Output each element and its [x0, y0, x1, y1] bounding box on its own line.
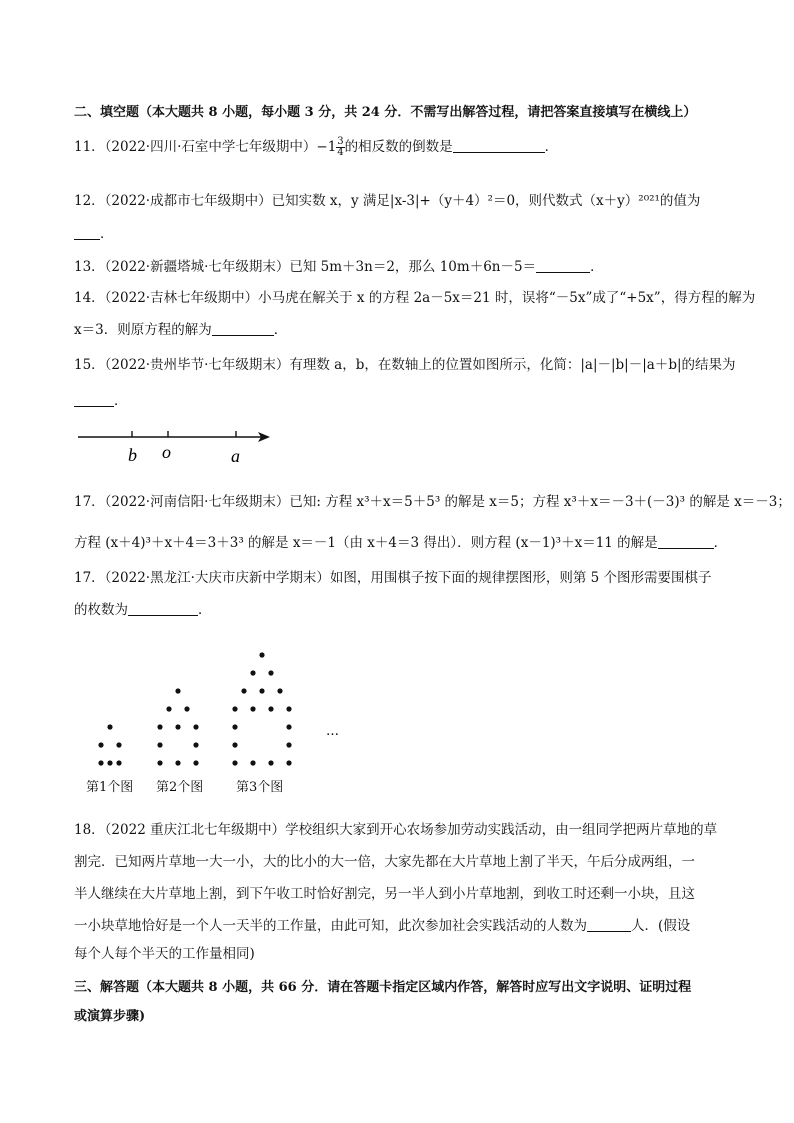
question-18-line-4: 一小块草地恰好是一个人一天半的工作量，由此可知，此次参加社会实践活动的人数为 人．(假设: [74, 918, 691, 934]
q16-answer-blank[interactable]: [658, 534, 714, 549]
q12-answer-blank[interactable]: [74, 225, 100, 240]
figure-3-stones: [232, 652, 291, 765]
question-14-line-1: 14．（2022·吉林七年级期中）小马虎在解关于 x 的方程 2a－5x＝21 时，误将“－5x”成了“+5x”，得方程的解为: [74, 290, 756, 306]
number-line-figure: [72, 425, 282, 470]
label-b: b: [128, 445, 137, 465]
q11-number: 11．: [74, 139, 105, 155]
question-13: 13．（2022·新疆塔城·七年级期末）已知 5m＋3n＝2，那么 10m＋6n－5＝ ．: [74, 259, 604, 275]
q11-post: 的相反数的倒数是: [344, 139, 453, 155]
figure-2-stones: [157, 688, 198, 765]
q13-answer-blank[interactable]: [536, 258, 590, 273]
question-18-line-5: 每个人每个半天的工作量相同): [74, 946, 255, 962]
go-stones-figure: [80, 645, 360, 795]
question-17-line-2: 的枚数为 ．: [74, 602, 212, 618]
q11-fraction: $\frac{3}{4}$: [337, 136, 344, 158]
question-18-line-2: 割完．已知两片草地一大一小，大的比小的大一倍，大家先都在大片草地上割了半天，午后分成两组，一: [74, 854, 695, 870]
section-3-heading-line-2: 或演算步骤): [74, 1009, 146, 1024]
question-16-line-2: 方程 (x＋4)³＋x＋4＝3＋3³ 的解是 x＝－1（由 x＋4＝3 得出）．则方程 (x－1)³＋x＝11 的解是 ．: [74, 535, 728, 551]
question-16-line-1: 17．（2022·河南信阳·七年级期末）已知: 方程 x³＋x＝5＋5³ 的解是 x＝5；方程 x³＋x＝－3＋(－3)³ 的解是 x＝－3；: [74, 494, 791, 510]
q15-answer-blank[interactable]: [74, 392, 114, 407]
figure-3-label: 第3个图: [236, 780, 284, 795]
question-11: 11．（2022·四川·石室中学七年级期中）−1 $\frac{3}{4}$ 的相反数的倒数是 ．: [74, 136, 559, 158]
label-a: a: [231, 446, 240, 466]
figure-ellipsis: …: [326, 724, 339, 739]
question-15-line-1: 15．（2022·贵州毕节·七年级期末）有理数 a，b，在数轴上的位置如图所示，化简：|a|－|b|－|a＋b|的结果为: [74, 357, 736, 373]
q11-pre: −1: [316, 139, 337, 155]
question-14-line-2: x＝3．则原方程的解为 ．: [74, 322, 288, 338]
figure-2-label: 第2个图: [156, 780, 204, 795]
question-18-line-3: 半人继续在大片草地上割，到下午收工时恰好割完，另一半人到小片草地割，到收工时还剩一小块，且这: [74, 886, 695, 902]
q17-answer-blank[interactable]: [128, 601, 198, 616]
section-2-heading: 二、填空题（本大题共 8 小题，每小题 3 分，共 24 分．不需写出解答过程，请把答案直接填写在横线上）: [74, 105, 697, 120]
question-17-line-1: 17．（2022·黑龙江·大庆市庆新中学期末）如图，用围棋子按下面的规律摆图形，则第 5 个图形需要围棋子: [74, 570, 712, 586]
q18-answer-blank[interactable]: [587, 917, 631, 932]
question-12-line-1: 12．（2022·成都市七年级期中）已知实数 x，y 满足|x-3|+（y＋4）²＝0，则代数式（x＋y）²⁰²¹的值为: [74, 193, 701, 209]
section-3-heading-line-1: 三、解答题（本大题共 8 小题，共 66 分．请在答题卡指定区域内作答，解答时应写出文字说明、证明过程: [74, 980, 692, 995]
figure-1-label: 第1个图: [86, 780, 134, 795]
label-o: o: [162, 442, 171, 462]
figure-1-stones: [98, 724, 121, 765]
question-12-line-2: ．: [74, 225, 114, 243]
question-18-line-1: 18．（2022 重庆江北七年级期中）学校组织大家到开心农场参加劳动实践活动，由一组同学把两片草地的草: [74, 822, 718, 838]
q14-answer-blank[interactable]: [212, 321, 274, 336]
q11-source: （2022·四川·石室中学七年级期中）: [104, 139, 317, 155]
question-15-line-2: ．: [74, 392, 128, 410]
q11-answer-blank[interactable]: [453, 138, 545, 153]
